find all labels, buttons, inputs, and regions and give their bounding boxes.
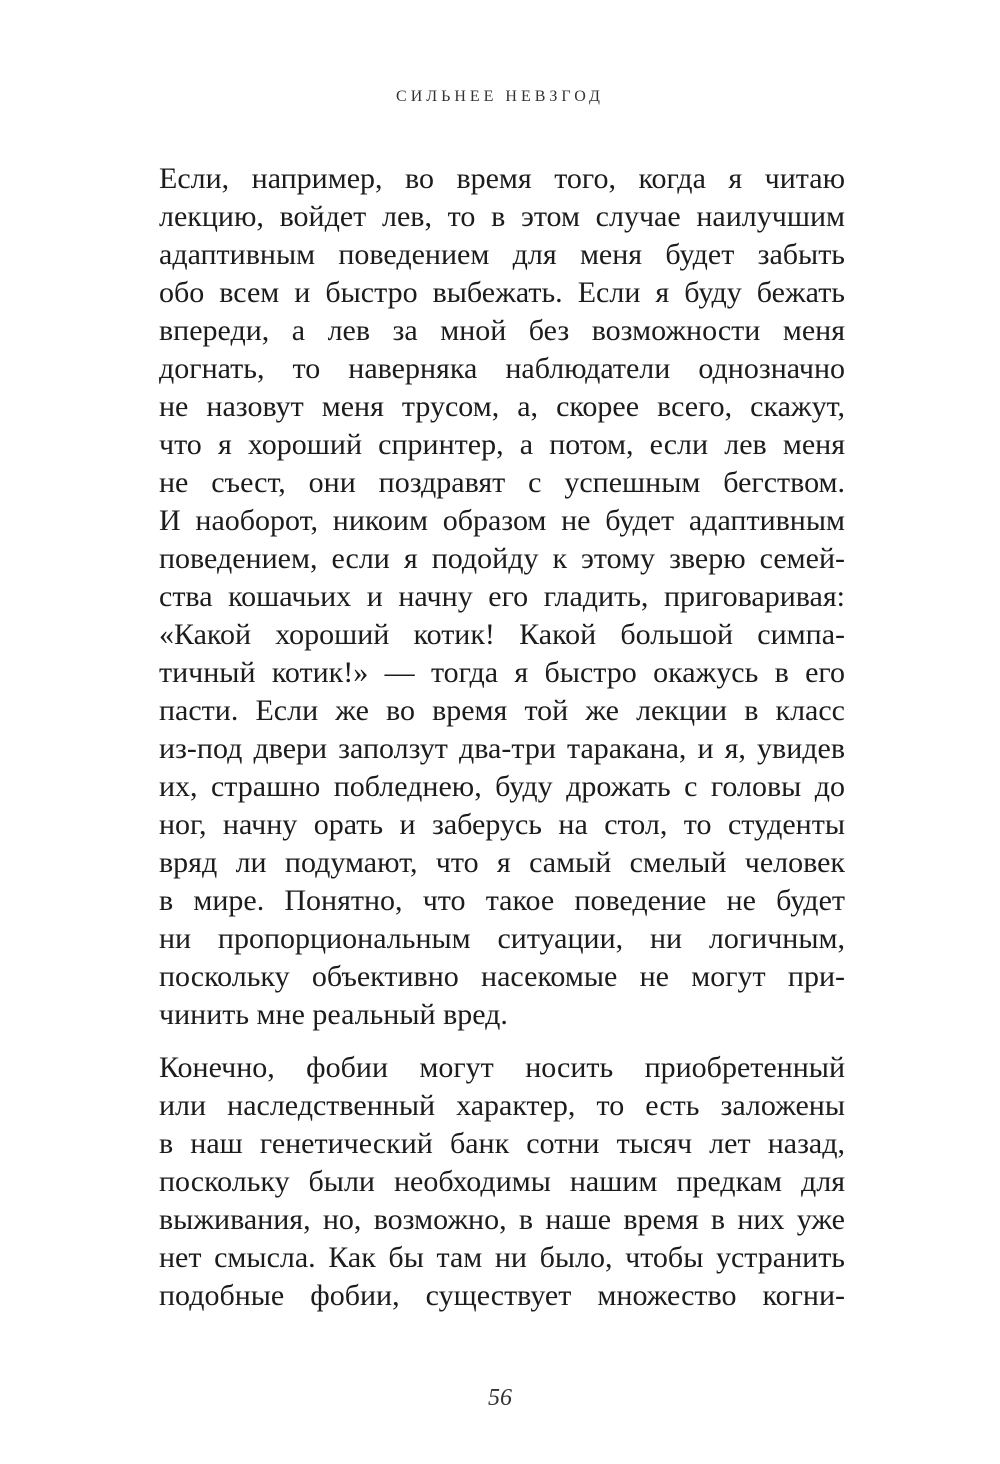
text-line: тичный котик!» — тогда я быстро окажусь в его: [159, 656, 845, 689]
text-line: «Какой хороший котик! Какой большой симпа-: [159, 618, 845, 651]
text-line: из-под двери заползут два-три таракана, и я, увидев: [159, 732, 845, 765]
text-line: ни пропорциональным ситуации, ни логичным,: [159, 922, 845, 955]
text-line: не назовут меня трусом, а, скорее всего, скажут,: [159, 390, 845, 423]
text-line: лекцию, войдет лев, то в этом случае наилучшим: [159, 200, 845, 233]
text-line: поскольку были необходимы нашим предкам для: [159, 1165, 845, 1198]
running-head-title: СИЛЬНЕЕ НЕВЗГОД: [396, 88, 604, 105]
text-line: или наследственный характер, то есть заложены: [159, 1089, 845, 1122]
text-line: Конечно, фобии могут носить приобретенный: [159, 1051, 845, 1084]
text-line: их, страшно побледнею, буду дрожать с головы до: [159, 770, 845, 803]
text-line: ства кошачьих и начну его гладить, приговаривая:: [159, 580, 845, 613]
text-line: ног, начну орать и заберусь на стол, то студенты: [159, 808, 845, 841]
text-line: чинить мне реальный вред.: [159, 998, 508, 1031]
text-line: выживания, но, возможно, в наше время в них уже: [159, 1203, 845, 1236]
text-line: Если, например, во время того, когда я читаю: [159, 162, 845, 195]
text-line: И наоборот, никоим образом не будет адаптивным: [159, 504, 845, 537]
text-line: не съест, они поздравят с успешным бегством.: [159, 466, 845, 499]
text-line: впереди, а лев за мной без возможности меня: [159, 314, 845, 347]
text-line: поскольку объективно насекомые не могут при-: [159, 960, 845, 993]
text-line: вряд ли подумают, что я самый смелый человек: [159, 846, 845, 879]
body-paragraph-1: [159, 160, 845, 1034]
text-line: догнать, то наверняка наблюдатели однозначно: [159, 352, 845, 385]
text-line: в мире. Понятно, что такое поведение не будет: [159, 884, 845, 917]
body-paragraph-2: [159, 1049, 845, 1315]
text-line: в наш генетический банк сотни тысяч лет назад,: [159, 1127, 845, 1160]
text-line: поведением, если я подойду к этому зверю семей-: [159, 542, 845, 575]
text-line: адаптивным поведением для меня будет забыть: [159, 238, 845, 271]
text-line: что я хороший спринтер, а потом, если лев меня: [159, 428, 845, 461]
text-line: обо всем и быстро выбежать. Если я буду бежать: [159, 276, 845, 309]
text-line: пасти. Если же во время той же лекции в класс: [159, 694, 845, 727]
page-number: 56: [488, 1385, 512, 1411]
text-line: нет смысла. Как бы там ни было, чтобы устранить: [159, 1241, 845, 1274]
text-line: подобные фобии, существует множество когни-: [159, 1279, 845, 1312]
